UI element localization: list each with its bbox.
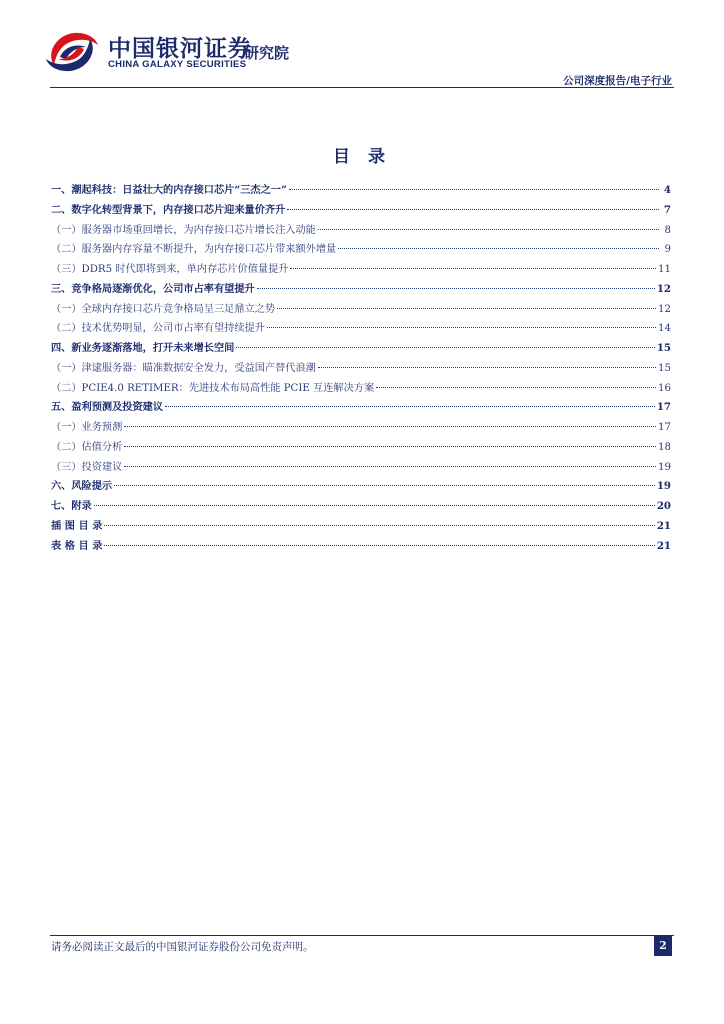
toc-entry[interactable] [51,398,671,418]
galaxy-swirl-logo-icon [44,27,100,77]
toc-entry-page: 19 [658,461,671,473]
toc-dot-leader [376,386,656,388]
toc-entry[interactable] [51,477,671,497]
toc-entry-page: 12 [658,303,671,315]
toc-entry[interactable] [51,240,671,260]
toc-entry[interactable] [51,201,671,221]
company-name-en: CHINA GALAXY SECURITIES [108,59,247,70]
toc-entry-label: （三）DDR5 时代即将到来，单内存芯片价值量提升 [51,264,289,275]
report-type: 公司深度报告/电子行业 [563,75,672,87]
toc-entry-label: （二）服务器内存容量不断提升，为内存接口芯片带来额外增量 [51,244,337,256]
toc-entry[interactable] [51,319,671,339]
footer-disclaimer: 请务必阅读正文最后的中国银河证券股份公司免责声明。 [51,941,314,953]
toc-dot-leader [165,405,655,407]
toc-entry[interactable] [51,181,671,201]
toc-entry[interactable] [51,458,671,478]
toc-entry[interactable] [51,339,671,359]
toc-entry[interactable] [51,418,671,438]
page-header [0,0,724,90]
header-divider [50,87,674,88]
toc-dot-leader [114,484,655,486]
toc-entry-label: 五、盈利预测及投资建议 [51,401,164,414]
toc-entry[interactable] [51,280,671,300]
footer-divider [50,935,674,936]
toc-entry-page: 15 [656,342,671,354]
toc-entry[interactable] [51,438,671,458]
toc-entry[interactable] [51,517,671,537]
toc-entry-label: 插 图 目 录 [51,519,103,532]
toc-entry-page: 17 [658,422,671,433]
toc-entry-label: （三）投资建议 [51,461,123,473]
toc-dot-leader [277,307,656,309]
institute-label: 研究院 [244,44,290,62]
toc-dot-leader [287,208,659,210]
toc-entry-page: 12 [656,282,671,295]
toc-dot-leader [257,287,655,289]
toc-entry[interactable] [51,497,671,517]
toc-entry-label: （一）全球内存接口芯片竞争格局呈三足鼎立之势 [51,303,276,315]
toc-entry-label: 六、风险提示 [51,480,113,493]
toc-dot-leader [124,465,656,467]
toc-entry[interactable] [51,379,671,399]
company-name-cn: 中国银河证券 [108,36,252,62]
toc-entry-page: 7 [663,203,671,216]
toc-dot-leader [267,326,656,328]
toc-entry-page: 15 [658,362,671,374]
toc-entry[interactable] [51,300,671,320]
toc-entry-page: 20 [656,500,671,512]
table-of-contents [51,181,671,556]
toc-dot-leader [318,228,659,230]
toc-dot-leader [94,504,655,506]
toc-entry-page: 16 [658,382,671,394]
toc-entry-page: 21 [656,519,671,532]
toc-entry-label: 四、新业务逐渐落地，打开未来增长空间 [51,342,235,354]
toc-entry-page: 4 [663,184,671,196]
toc-entry-page: 14 [658,323,671,335]
toc-entry-page: 21 [656,539,671,552]
toc-entry-page: 18 [658,441,671,453]
toc-title: 目 录 [333,147,391,167]
toc-entry[interactable] [51,359,671,379]
toc-entry-page: 19 [656,480,671,493]
toc-entry-page: 9 [664,244,671,256]
toc-dot-leader [318,366,656,368]
toc-entry-label: 七、附录 [51,500,92,512]
toc-dot-leader [290,267,656,269]
toc-dot-leader [236,346,654,348]
toc-entry-label: （一）津逮服务器：瞄准数据安全发力，受益国产替代浪潮 [51,362,316,374]
toc-entry-label: 一、潮起科技：日益壮大的内存接口芯片“三杰之一” [51,184,287,196]
toc-entry-label: 表 格 目 录 [51,539,103,552]
toc-entry-label: （二）估值分析 [51,441,123,453]
toc-dot-leader [104,544,654,546]
toc-entry-label: （二）PCIE4.0 RETIMER：先进技术布局高性能 PCIE 互连解决方案 [51,382,375,394]
toc-entry-label: 二、数字化转型背景下，内存接口芯片迎来量价齐升 [51,203,286,216]
toc-entry-page: 8 [664,224,671,236]
toc-entry-page: 11 [658,264,671,275]
toc-entry[interactable] [51,221,671,241]
toc-entry[interactable] [51,260,671,280]
toc-entry-label: 三、竞争格局逐渐优化，公司市占率有望提升 [51,282,255,295]
toc-entry-page: 17 [656,401,671,414]
toc-entry[interactable] [51,537,671,557]
toc-entry-label: （二）技术优势明显，公司市占率有望持续提升 [51,323,265,335]
toc-entry-label: （一）服务器市场重回增长，为内存接口芯片增长注入动能 [51,224,316,236]
toc-dot-leader [124,425,656,427]
toc-dot-leader [289,188,659,190]
toc-dot-leader [124,445,656,447]
page-number: 2 [654,936,672,956]
toc-entry-label: （一）业务预测 [51,422,123,433]
toc-dot-leader [104,524,654,526]
toc-dot-leader [338,247,659,249]
